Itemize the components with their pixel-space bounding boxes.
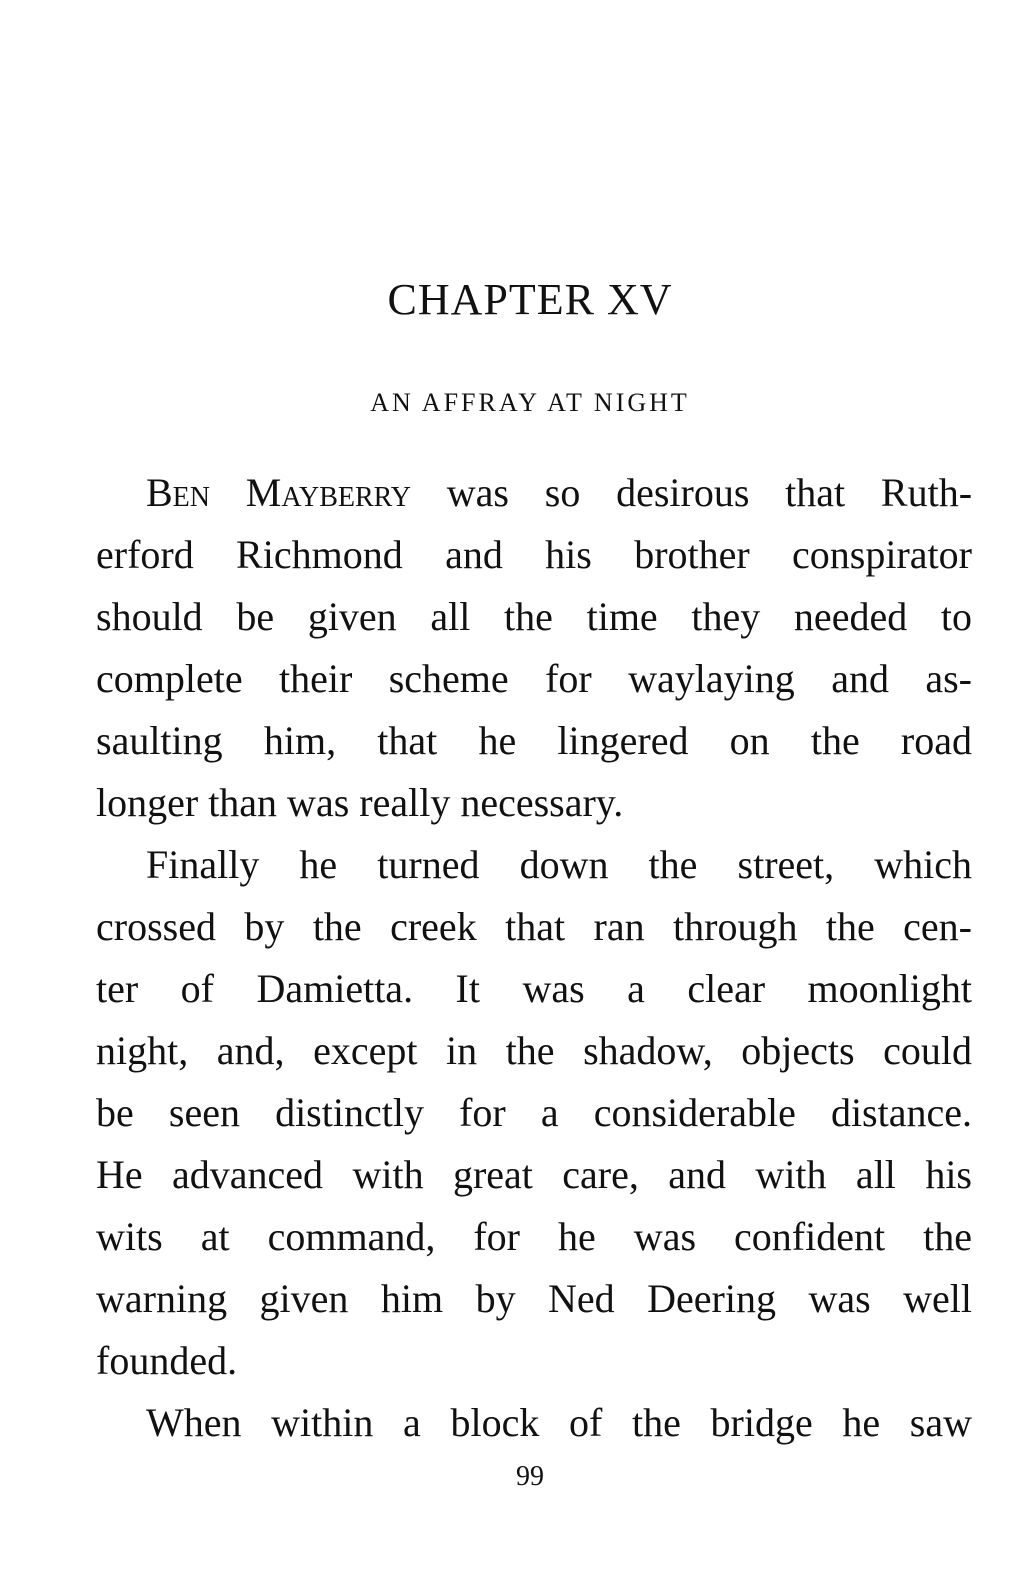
text-line: Ben Mayberry was so desirous that Ruth- [146, 470, 973, 515]
text-line: complete their scheme for waylaying and as- [96, 656, 972, 701]
text-line: warning given him by Ned Deering was well [96, 1276, 972, 1321]
text-line: founded. [96, 1338, 238, 1383]
text-line: wits at command, for he was confident the [96, 1214, 972, 1259]
page-number: 99 [516, 1461, 544, 1492]
text-line: crossed by the creek that ran through the cen- [96, 904, 972, 949]
text-line: He advanced with great care, and with all his [96, 1152, 972, 1197]
text-line: should be given all the time they needed to [96, 594, 972, 639]
text-line: night, and, except in the shadow, objects could [96, 1028, 972, 1073]
text-line: ter of Damietta. It was a clear moonlight [96, 966, 972, 1011]
text-line: erford Richmond and his brother conspirator [96, 532, 972, 577]
text-line: longer than was really necessary. [96, 780, 624, 825]
text-line: be seen distinctly for a considerable distance. [96, 1090, 972, 1135]
chapter-title: CHAPTER XV [387, 275, 673, 324]
text-line: Finally he turned down the street, which [146, 842, 972, 887]
text-line: saulting him, that he lingered on the road [96, 718, 972, 763]
chapter-subtitle: AN AFFRAY AT NIGHT [370, 388, 690, 417]
text-line: When within a block of the bridge he saw [146, 1400, 972, 1445]
opening-name: Ben Mayberry [146, 470, 412, 515]
